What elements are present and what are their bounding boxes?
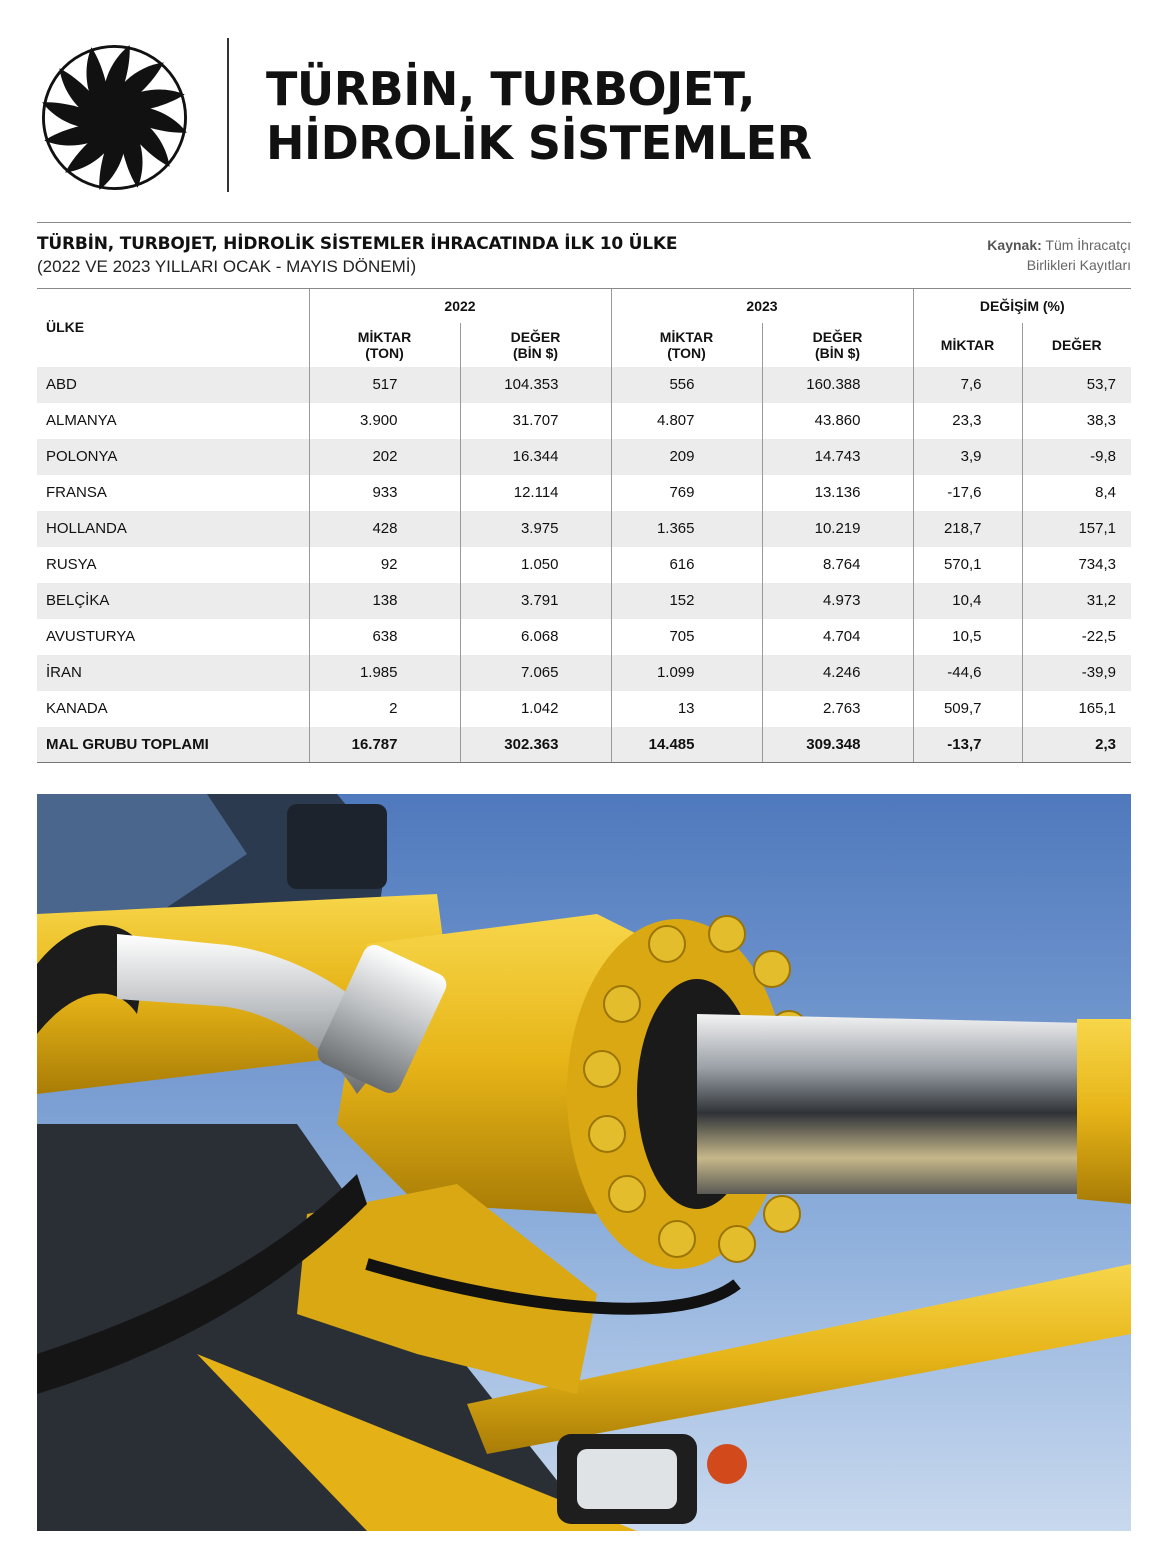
miktar-2022-cell: 92 — [309, 547, 460, 583]
header-year-2023: 2023 — [611, 289, 913, 323]
deger-change-cell: -39,9 — [1022, 655, 1131, 691]
miktar-2022-cell: 202 — [309, 439, 460, 475]
total-miktar-change-cell: -13,7 — [913, 727, 1022, 763]
turbine-icon — [42, 45, 187, 190]
table-row — [37, 403, 1131, 439]
page-title — [266, 62, 812, 170]
deger-2022-cell: 3.791 — [460, 583, 611, 619]
header-miktar-change: MİKTAR — [913, 323, 1022, 367]
country-cell: HOLLANDA — [37, 511, 309, 547]
miktar-2023-cell: 705 — [611, 619, 762, 655]
total-row — [37, 727, 1131, 763]
source-label: Kaynak: — [987, 237, 1042, 253]
total-miktar-2023-cell: 14.485 — [611, 727, 762, 763]
country-cell: POLONYA — [37, 439, 309, 475]
deger-2022-cell: 7.065 — [460, 655, 611, 691]
table-row — [37, 439, 1131, 475]
header-change: DEĞİŞİM (%) — [913, 289, 1131, 323]
miktar-change-cell: 10,5 — [913, 619, 1022, 655]
total-deger-2023-cell: 309.348 — [762, 727, 913, 763]
table-row — [37, 691, 1131, 727]
country-cell: AVUSTURYA — [46, 628, 136, 645]
deger-2023-cell: 2.763 — [762, 691, 913, 727]
miktar-change-cell: 10,4 — [913, 583, 1022, 619]
header-deger-2022: DEĞER (BİN $) — [460, 323, 611, 367]
table-title: TÜRBİN, TURBOJET, HİDROLİK SİSTEMLER İHRACATINDA İLK 10 ÜLKE — [37, 234, 678, 254]
miktar-2022-cell: 517 — [309, 367, 460, 403]
deger-change-cell: 165,1 — [1022, 691, 1131, 727]
table-row — [37, 511, 1131, 547]
deger-2022-cell: 1.050 — [460, 547, 611, 583]
deger-2023-cell: 160.388 — [762, 367, 913, 403]
deger-change-cell: 734,3 — [1022, 547, 1131, 583]
deger-2023-cell: 8.764 — [762, 547, 913, 583]
export-table — [37, 288, 1131, 763]
source-text-1: Tüm İhracatçı — [1045, 237, 1131, 253]
table-row — [37, 655, 1131, 691]
header-miktar-2023: MİKTAR (TON) — [611, 323, 762, 367]
deger-change-cell: 38,3 — [1022, 403, 1131, 439]
deger-2022-cell: 6.068 — [460, 619, 611, 655]
deger-2023-cell: 4.704 — [762, 619, 913, 655]
header-deger-change: DEĞER — [1022, 323, 1131, 367]
deger-change-cell: 31,2 — [1022, 583, 1131, 619]
deger-change-cell: 157,1 — [1022, 511, 1131, 547]
deger-2023-cell: 4.973 — [762, 583, 913, 619]
miktar-change-cell: 509,7 — [913, 691, 1022, 727]
deger-2023-cell: 10.219 — [762, 511, 913, 547]
deger-2023-cell: 13.136 — [762, 475, 913, 511]
total-miktar-2022-cell: 16.787 — [309, 727, 460, 763]
table-row — [37, 583, 1131, 619]
total-deger-change-cell: 2,3 — [1022, 727, 1131, 763]
miktar-2023-cell: 1.365 — [611, 511, 762, 547]
country-cell: KANADA — [46, 700, 108, 717]
country-cell: ALMANYA — [46, 412, 117, 429]
table-row — [37, 547, 1131, 583]
deger-2022-cell: 3.975 — [460, 511, 611, 547]
deger-change-cell: 8,4 — [1022, 475, 1131, 511]
miktar-2022-cell: 933 — [309, 475, 460, 511]
miktar-2023-cell: 209 — [611, 439, 762, 475]
header-country: ÜLKE — [37, 289, 309, 367]
miktar-change-cell: 23,3 — [913, 403, 1022, 439]
deger-change-cell: 53,7 — [1022, 367, 1131, 403]
country-cell: İRAN — [37, 655, 309, 691]
source-text-2: Birlikleri Kayıtları — [1026, 257, 1131, 273]
miktar-change-cell: -17,6 — [913, 475, 1022, 511]
miktar-2022-cell: 428 — [309, 511, 460, 547]
miktar-2023-cell: 152 — [611, 583, 762, 619]
total-deger-2022-cell: 302.363 — [460, 727, 611, 763]
miktar-2023-cell: 556 — [611, 367, 762, 403]
table-row — [37, 367, 1131, 403]
miktar-2022-cell: 3.900 — [309, 403, 460, 439]
header-miktar-2022: MİKTAR (TON) — [309, 323, 460, 367]
total-country-cell: MAL GRUBU TOPLAMI — [37, 727, 309, 763]
hydraulic-cylinder-photo — [37, 794, 1131, 1531]
miktar-2023-cell: 1.099 — [611, 655, 762, 691]
miktar-change-cell: -44,6 — [913, 655, 1022, 691]
miktar-change-cell: 7,6 — [913, 367, 1022, 403]
deger-2023-cell: 14.743 — [762, 439, 913, 475]
miktar-2023-cell: 13 — [611, 691, 762, 727]
miktar-2022-cell: 638 — [309, 619, 460, 655]
country-cell: RUSYA — [46, 556, 97, 573]
source-note — [987, 235, 1131, 275]
deger-2022-cell: 16.344 — [460, 439, 611, 475]
miktar-change-cell: 3,9 — [913, 439, 1022, 475]
title-line-2: HİDROLİK SİSTEMLER — [266, 116, 812, 170]
section-rule — [37, 222, 1131, 223]
miktar-change-cell: 570,1 — [913, 547, 1022, 583]
deger-2022-cell: 1.042 — [460, 691, 611, 727]
deger-change-cell: -22,5 — [1022, 619, 1131, 655]
country-cell: FRANSA — [46, 484, 107, 501]
deger-2023-cell: 4.246 — [762, 655, 913, 691]
country-cell: BELÇİKA — [37, 583, 309, 619]
deger-2022-cell: 104.353 — [460, 367, 611, 403]
deger-2022-cell: 12.114 — [460, 475, 611, 511]
table-row — [37, 475, 1131, 511]
miktar-2022-cell: 1.985 — [309, 655, 460, 691]
deger-2023-cell: 43.860 — [762, 403, 913, 439]
miktar-2023-cell: 769 — [611, 475, 762, 511]
header-divider — [227, 38, 229, 192]
country-cell: ABD — [37, 367, 309, 403]
table-subtitle: (2022 VE 2023 YILLARI OCAK - MAYIS DÖNEMİ) — [37, 257, 417, 276]
miktar-2022-cell: 2 — [309, 691, 460, 727]
deger-change-cell: -9,8 — [1022, 439, 1131, 475]
miktar-change-cell: 218,7 — [913, 511, 1022, 547]
table-row — [37, 619, 1131, 655]
miktar-2022-cell: 138 — [309, 583, 460, 619]
miktar-2023-cell: 616 — [611, 547, 762, 583]
header-year-2022: 2022 — [309, 289, 611, 323]
deger-2022-cell: 31.707 — [460, 403, 611, 439]
title-line-1: TÜRBİN, TURBOJET, — [266, 62, 755, 116]
header-deger-2023: DEĞER (BİN $) — [762, 323, 913, 367]
miktar-2023-cell: 4.807 — [611, 403, 762, 439]
